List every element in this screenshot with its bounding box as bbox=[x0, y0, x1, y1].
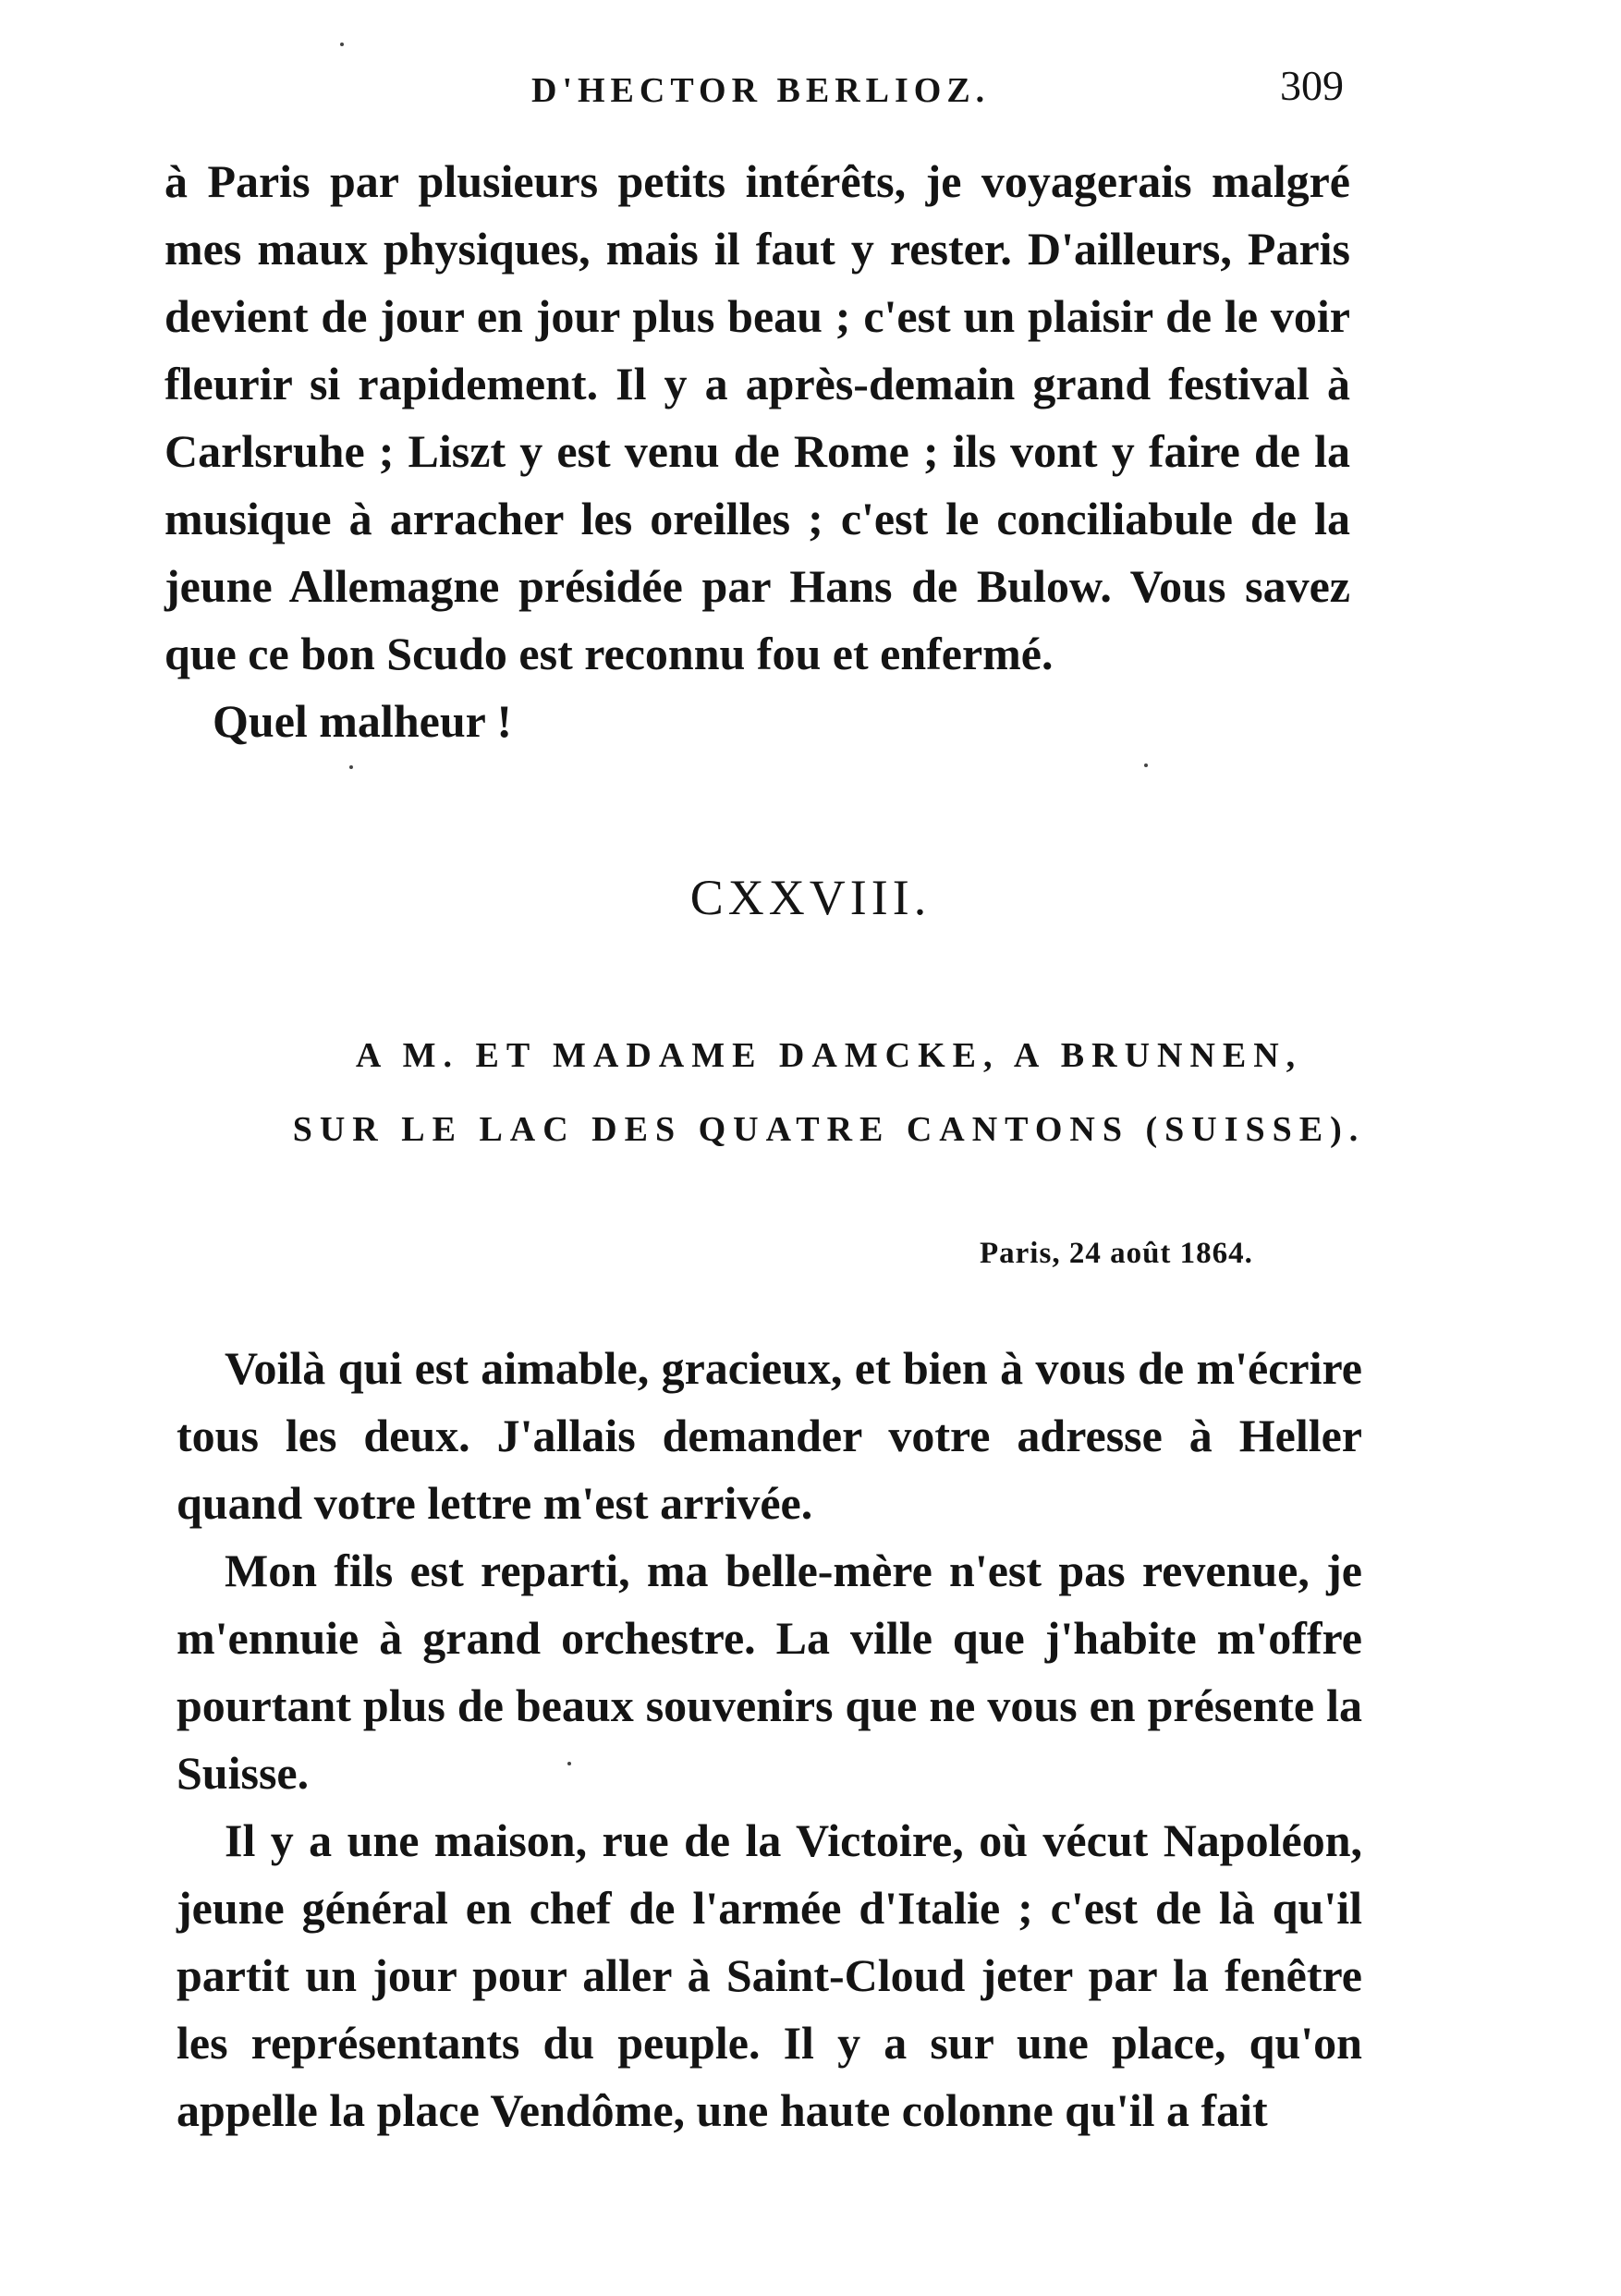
letter-paragraph: Mon fils est reparti, ma belle-mère n'est pas revenue, je m'ennuie à grand orchestre. La ville que j'habite m'offre pourtant plus de beaux souvenirs que ne vous en présente la Suisse. bbox=[177, 1545, 1362, 1799]
recipient-line: SUR LE LAC DES QUATRE CANTONS (SUISSE). bbox=[292, 1110, 1366, 1149]
continuation-paragraph: à Paris par plusieurs petits intérêts, je voyagerais malgré mes maux physiques, mais il faut y rester. D'ailleurs, Paris devient de jour en jour plus beau ; c'est un plaisir de le voir fleurir si rapidement. Il y a après-demain grand festival à Carlsruhe ; Liszt y est venu de Rome ; ils vont y faire de la musique à arracher les oreilles ; c'est le conciliabule de la jeune Allemagne présidée par Hans de Bulow. Vous savez que ce bon Scudo est reconnu fou et enfermé. bbox=[165, 155, 1350, 679]
letter-dateline: Paris, 24 août 1864. bbox=[980, 1237, 1253, 1270]
letter-paragraph: Il y a une maison, rue de la Victoire, où vécut Napoléon, jeune général en chef de l'armée d'Italie ; c'est de là qu'il partit un jour pour aller à Saint-Cloud jeter par la fenêtre les représentants du peuple. Il y a sur une place, qu'on appelle la place Vendôme, une haute colonne qu'il a fait bbox=[177, 1814, 1362, 2136]
print-speck bbox=[1144, 763, 1148, 767]
letter-paragraph: Voilà qui est aimable, gracieux, et bien à vous de m'écrire tous les deux. J'allais demander votre adresse à Heller quand votre lettre m'est arrivée. bbox=[177, 1342, 1362, 1529]
letter-number: CXXVIII. bbox=[689, 870, 932, 925]
continuation-paragraph: Quel malheur ! bbox=[213, 695, 513, 747]
continuation-text bbox=[165, 148, 1350, 755]
print-speck bbox=[349, 765, 353, 769]
print-speck bbox=[567, 1762, 571, 1765]
page-header bbox=[0, 52, 1621, 116]
print-speck bbox=[340, 43, 344, 46]
letter-body bbox=[177, 1335, 1362, 2144]
running-title: D'HECTOR BERLIOZ. bbox=[531, 71, 991, 110]
page-number: 309 bbox=[1280, 62, 1344, 109]
recipient-line: A M. ET MADAME DAMCKE, A BRUNNEN, bbox=[355, 1036, 1303, 1075]
